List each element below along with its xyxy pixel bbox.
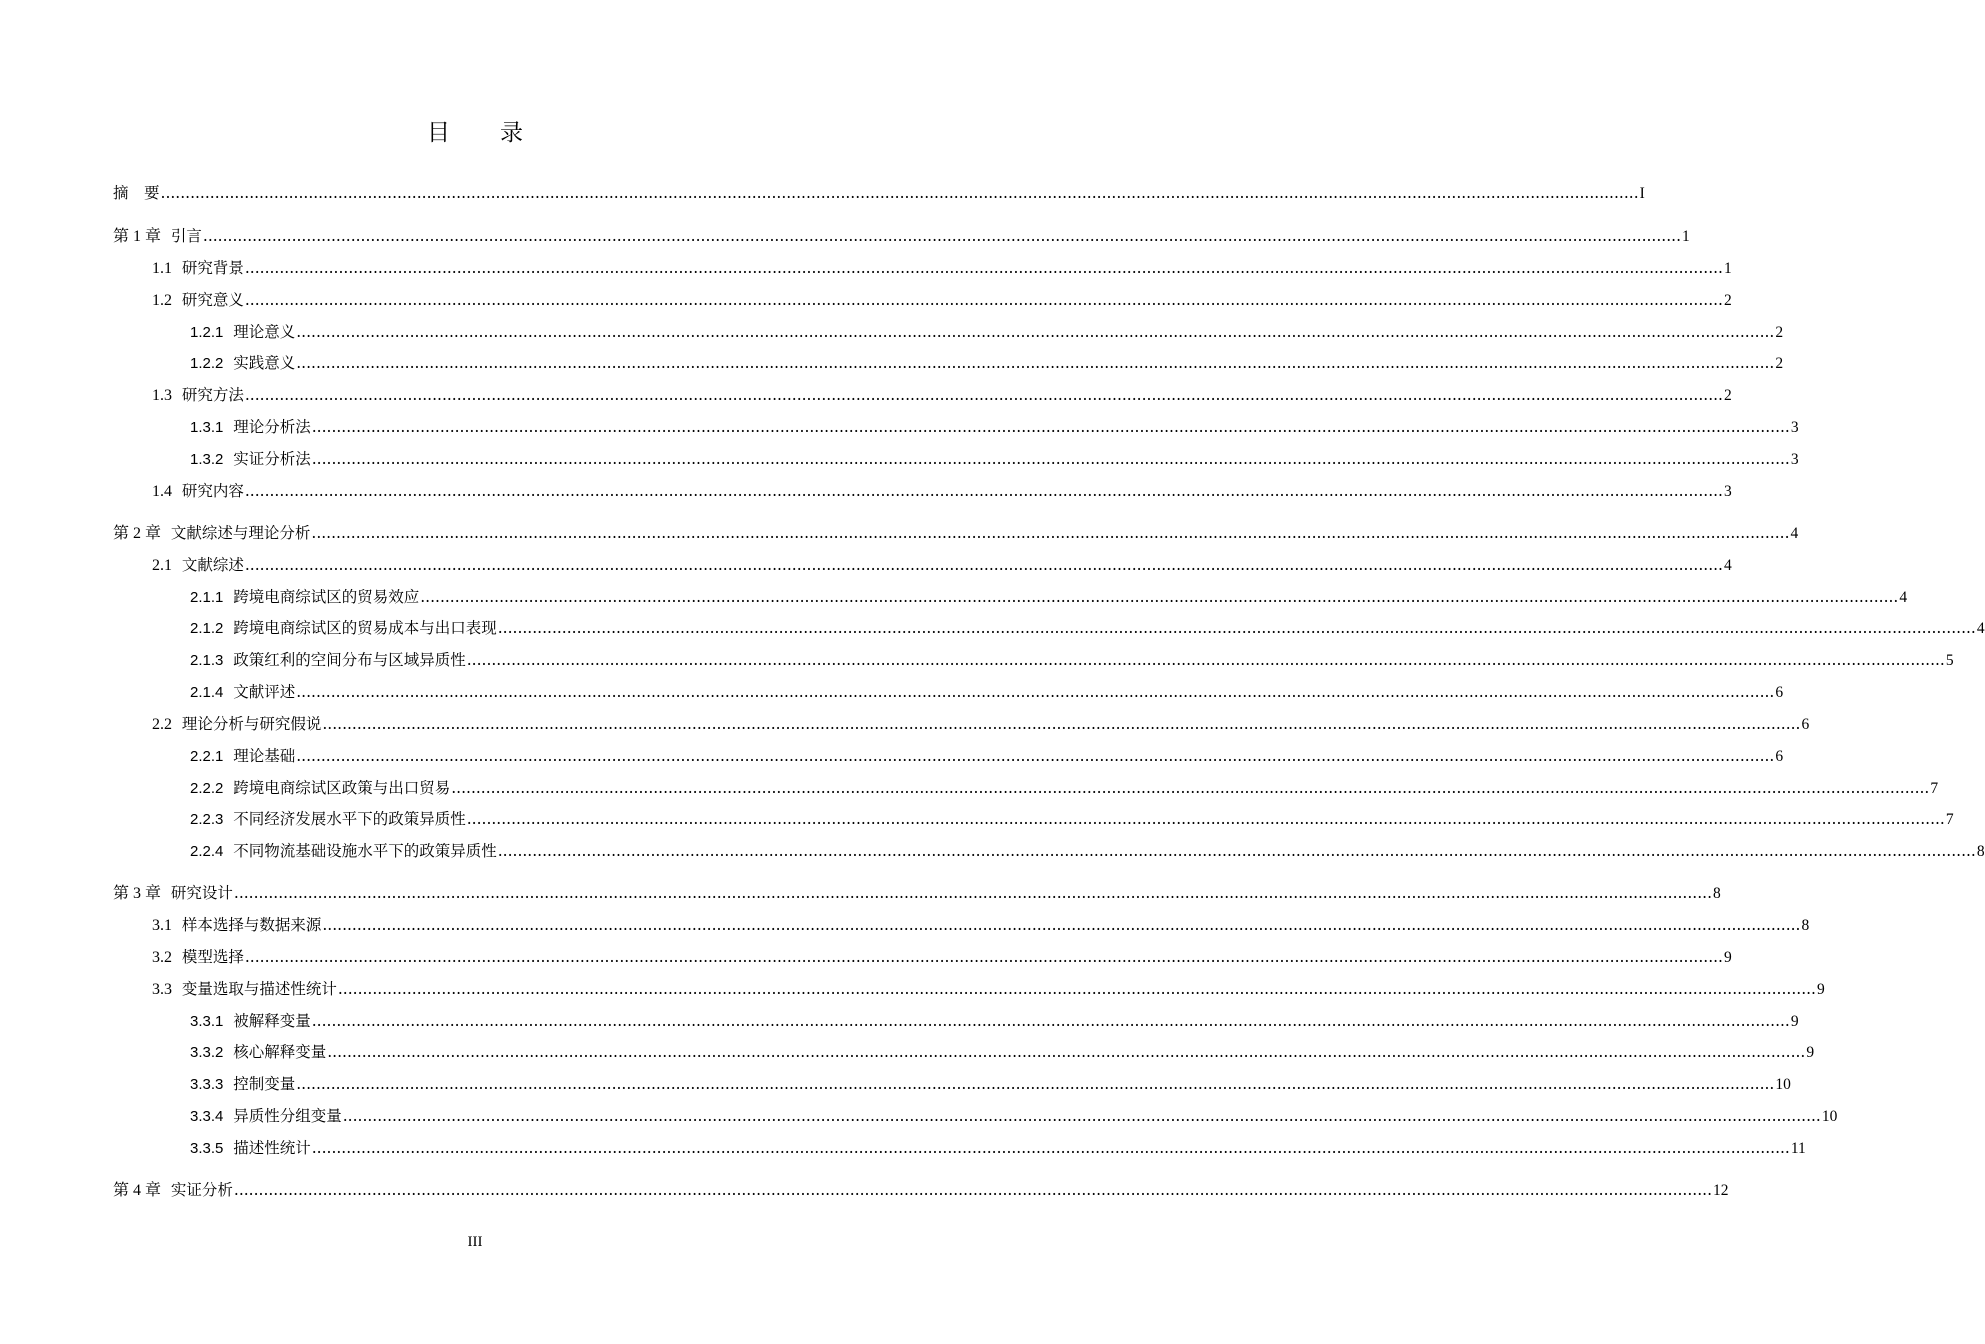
- toc-leader-dots: ............................................................................................................................................................................................................................................................................................................: [322, 715, 1801, 733]
- toc-entry[interactable]: [0, 225, 1690, 247]
- toc-entry-text: 控制变量: [233, 1075, 296, 1093]
- toc-entry-page: 3: [1790, 451, 1799, 468]
- toc-entry[interactable]: [0, 289, 1732, 311]
- toc-entry-page: 2: [1775, 324, 1784, 341]
- toc-entry[interactable]: [0, 1137, 1806, 1159]
- toc-entry-number: 2.2: [152, 716, 172, 733]
- toc-entry-label: [190, 1073, 295, 1096]
- toc-entry[interactable]: [0, 352, 1784, 374]
- toc-entry[interactable]: [0, 586, 1908, 608]
- toc-entry-number: 1.1: [152, 260, 172, 277]
- toc-leader-dots: ............................................................................................................................................................................................................................................................................................................: [296, 747, 1775, 765]
- toc-entry-number: 1.2.2: [190, 355, 224, 372]
- toc-entry-page: 3: [1790, 419, 1799, 436]
- toc-entry-number: 1.3: [152, 387, 172, 404]
- toc-entry[interactable]: [0, 681, 1784, 703]
- toc-entry-text: 实践意义: [233, 354, 296, 372]
- toc-leader-dots: ............................................................................................................................................................................................................................................................................................................: [296, 354, 1775, 372]
- toc-entry[interactable]: [0, 416, 1799, 438]
- toc-leader-dots: ............................................................................................................................................................................................................................................................................................................: [322, 916, 1801, 934]
- toc-title-char-2: 录: [500, 120, 523, 146]
- toc-leader-dots: ............................................................................................................................................................................................................................................................................................................: [296, 323, 1775, 341]
- toc-entry-text: 变量选取与描述性统计: [181, 980, 337, 998]
- toc-leader-dots: ............................................................................................................................................................................................................................................................................................................: [342, 1107, 1821, 1125]
- toc-leader-dots: ............................................................................................................................................................................................................................................................................................................: [337, 980, 1816, 998]
- toc-entry-page: 9: [1816, 981, 1825, 998]
- toc-entry-text: 引言: [170, 227, 202, 245]
- toc-entry-page: 4: [1899, 589, 1908, 606]
- toc-entry[interactable]: [0, 257, 1732, 279]
- toc-entry-label: [190, 617, 497, 640]
- toc-entry-page: 10: [1775, 1076, 1791, 1093]
- toc-entry[interactable]: [0, 1105, 1838, 1127]
- toc-entry-label: [190, 1041, 326, 1064]
- toc-entry[interactable]: [0, 448, 1799, 470]
- toc-entry-label: [190, 808, 466, 831]
- toc-entry-text: 核心解释变量: [233, 1043, 327, 1061]
- toc-entry-page: 5: [1945, 652, 1954, 669]
- toc-entry[interactable]: [0, 384, 1732, 406]
- toc-entry-text: 研究意义: [181, 291, 244, 309]
- toc-entry-number: 1.2: [152, 292, 172, 309]
- toc-entry-number: 3.3: [152, 981, 172, 998]
- toc-entry[interactable]: [0, 914, 1810, 936]
- toc-entry-label: [152, 946, 244, 969]
- toc-entry[interactable]: [0, 321, 1784, 343]
- toc-leader-dots: ............................................................................................................................................................................................................................................................................................................: [233, 884, 1712, 902]
- toc-entry-page: 9: [1790, 1013, 1799, 1030]
- toc-entry-number: 2.1.2: [190, 620, 224, 637]
- toc-entry-number: 2.2.1: [190, 748, 224, 765]
- toc-entry[interactable]: [0, 713, 1810, 735]
- toc-entry-number: 1.4: [152, 483, 172, 500]
- toc-entry-label: [190, 1010, 311, 1033]
- toc-entry-number: 3.2: [152, 949, 172, 966]
- toc-leader-dots: ............................................................................................................................................................................................................................................................................................................: [466, 810, 1945, 828]
- toc-leader-dots: ............................................................................................................................................................................................................................................................................................................: [327, 1043, 1806, 1061]
- toc-entry-page: 7: [1945, 811, 1954, 828]
- toc-entry-page: 9: [1806, 1044, 1815, 1061]
- toc-entry-number: 第 1 章: [113, 228, 162, 245]
- toc-entry-number: 1.3.2: [190, 451, 224, 468]
- toc-entry-label: [190, 416, 311, 439]
- toc-entry-label: [113, 882, 233, 905]
- toc-entry-number: 第 4 章: [113, 1182, 162, 1199]
- toc-entry-label: [152, 914, 321, 937]
- toc-entry-label: [190, 448, 311, 471]
- toc-leader-dots: ............................................................................................................................................................................................................................................................................................................: [244, 291, 1723, 309]
- toc-entry-number: 第 2 章: [113, 525, 162, 542]
- toc-entry-label: [152, 554, 244, 577]
- toc-entry-page: 4: [1723, 557, 1732, 574]
- toc-leader-dots: ............................................................................................................................................................................................................................................................................................................: [244, 259, 1723, 277]
- toc-entry-label: [190, 321, 295, 344]
- toc-entry-number: 第 3 章: [113, 885, 162, 902]
- toc-entry-label: [190, 777, 450, 800]
- toc-entry-page: 6: [1801, 716, 1810, 733]
- toc-title-char-1: 目: [427, 120, 450, 146]
- toc-entry[interactable]: [0, 1073, 1791, 1095]
- toc-entry-number: 2.1.4: [190, 684, 224, 701]
- toc-leader-dots: ............................................................................................................................................................................................................................................................................................................: [233, 1181, 1712, 1199]
- toc-entry[interactable]: [0, 1041, 1815, 1063]
- toc-entry-label: [190, 840, 497, 863]
- toc-entry-number: 3.1: [152, 917, 172, 934]
- toc-entry-text: 样本选择与数据来源: [181, 916, 322, 934]
- toc-entry[interactable]: [0, 1179, 1729, 1201]
- toc-entry-number: 2.2.3: [190, 811, 224, 828]
- toc-entry-text: 异质性分组变量: [233, 1107, 342, 1125]
- toc-entry-text: 研究方法: [181, 386, 244, 404]
- toc-entry-text: 描述性统计: [233, 1139, 311, 1157]
- toc-entry-text: 模型选择: [181, 948, 244, 966]
- toc-leader-dots: ............................................................................................................................................................................................................................................................................................................: [497, 842, 1976, 860]
- toc-entry[interactable]: [0, 946, 1732, 968]
- toc-entry-label: [152, 480, 244, 503]
- toc-leader-dots: ............................................................................................................................................................................................................................................................................................................: [244, 482, 1723, 500]
- toc-entry-text: 理论分析法: [233, 418, 311, 436]
- toc-entry-page: 8: [1801, 917, 1810, 934]
- toc-entry-text: 理论分析与研究假说: [181, 715, 322, 733]
- toc-entry[interactable]: [0, 808, 1954, 830]
- toc-entry-number: 3.3.5: [190, 1140, 224, 1157]
- toc-entry-page: 2: [1723, 292, 1732, 309]
- toc-entry-label: [113, 1179, 233, 1202]
- toc-entry-text: 文献评述: [233, 683, 296, 701]
- toc-entry-text: 跨境电商综试区政策与出口贸易: [233, 779, 451, 797]
- toc-leader-dots: ............................................................................................................................................................................................................................................................................................................: [296, 683, 1775, 701]
- toc-entry-text: 实证分析法: [233, 450, 311, 468]
- toc-entry-page: 9: [1723, 949, 1732, 966]
- toc-entry-text: 理论意义: [233, 323, 296, 341]
- toc-leader-dots: ............................................................................................................................................................................................................................................................................................................: [497, 619, 1976, 637]
- toc-entry-page: 11: [1790, 1140, 1806, 1157]
- toc-leader-dots: ............................................................................................................................................................................................................................................................................................................: [311, 524, 1790, 542]
- toc-leader-dots: ............................................................................................................................................................................................................................................................................................................: [160, 184, 1639, 202]
- toc-entry-text: 政策红利的空间分布与区域异质性: [233, 651, 466, 669]
- toc-leader-dots: ............................................................................................................................................................................................................................................................................................................: [244, 386, 1723, 404]
- toc-leader-dots: ............................................................................................................................................................................................................................................................................................................: [451, 779, 1930, 797]
- toc-leader-dots: ............................................................................................................................................................................................................................................................................................................: [311, 418, 1790, 436]
- toc-leader-dots: ............................................................................................................................................................................................................................................................................................................: [244, 948, 1723, 966]
- toc-entry-page: 1: [1682, 228, 1690, 245]
- toc-entry-text: 研究背景: [181, 259, 244, 277]
- toc-entry-page: 1: [1723, 260, 1732, 277]
- toc-entry-page: 3: [1723, 483, 1732, 500]
- toc-entry-text: 文献综述与理论分析: [170, 524, 311, 542]
- page-number: III: [467, 1234, 483, 1250]
- toc-entry-number: 2.2.4: [190, 843, 224, 860]
- toc-leader-dots: ............................................................................................................................................................................................................................................................................................................: [244, 556, 1723, 574]
- toc-entry[interactable]: [0, 522, 1799, 544]
- toc-leader-dots: ............................................................................................................................................................................................................................................................................................................: [202, 227, 1681, 245]
- toc-entry[interactable]: [0, 1010, 1799, 1032]
- toc-leader-dots: ............................................................................................................................................................................................................................................................................................................: [311, 1012, 1790, 1030]
- toc-entry-text: 跨境电商综试区的贸易效应: [233, 588, 420, 606]
- toc-entry-label: [190, 681, 295, 704]
- toc-entry[interactable]: [0, 554, 1732, 576]
- toc-entry[interactable]: [0, 745, 1784, 767]
- toc-entry-label: [152, 713, 321, 736]
- toc-entry-page: 8: [1713, 885, 1721, 902]
- toc-leader-dots: ............................................................................................................................................................................................................................................................................................................: [466, 651, 1945, 669]
- toc-entry-label: [190, 352, 295, 375]
- toc-entry[interactable]: [0, 777, 1939, 799]
- toc-entry-number: 2.1.3: [190, 652, 224, 669]
- toc-leader-dots: ............................................................................................................................................................................................................................................................................................................: [420, 588, 1899, 606]
- toc-entry-page: 2: [1723, 387, 1732, 404]
- toc-entry-label: [113, 225, 202, 248]
- toc-entry[interactable]: [0, 480, 1732, 502]
- toc-entry-page: 7: [1930, 780, 1939, 797]
- toc-entry-number: 3.3.1: [190, 1013, 224, 1030]
- toc-entry-label: [152, 978, 337, 1001]
- toc-entry-label: [152, 289, 244, 312]
- toc-entry-page: 6: [1775, 748, 1784, 765]
- toc-entry-label: [190, 586, 419, 609]
- toc-entry-number: 2.1: [152, 557, 172, 574]
- toc-entry-number: 3.3.2: [190, 1044, 224, 1061]
- toc-entry-text: 摘 要: [113, 184, 160, 202]
- toc-entry-number: 1.2.1: [190, 324, 224, 341]
- toc-entry-page: 4: [1790, 525, 1799, 542]
- toc-entry-label: [152, 384, 244, 407]
- toc-entry-page: 6: [1775, 684, 1784, 701]
- toc-entry-label: [190, 745, 295, 768]
- toc-entry-label: [152, 257, 244, 280]
- toc-entry[interactable]: [0, 840, 1985, 862]
- toc-entry-text: 实证分析: [170, 1181, 233, 1199]
- toc-entry-page: 2: [1775, 355, 1784, 372]
- toc-entry-label: [113, 182, 160, 204]
- toc-entry-label: [190, 1137, 311, 1160]
- toc-entry-label: [113, 522, 310, 545]
- toc-entry-text: 跨境电商综试区的贸易成本与出口表现: [233, 619, 497, 637]
- toc-entry-text: 不同物流基础设施水平下的政策异质性: [233, 842, 497, 860]
- toc-entry-number: 3.3.3: [190, 1076, 224, 1093]
- toc-entry-page: 4: [1976, 620, 1985, 637]
- toc-entry-text: 文献综述: [181, 556, 244, 574]
- toc-entry-text: 研究设计: [170, 884, 233, 902]
- toc-entry[interactable]: [0, 882, 1721, 904]
- toc-entry[interactable]: [0, 182, 1645, 204]
- toc-entry-number: 1.3.1: [190, 419, 224, 436]
- toc-entry-number: 3.3.4: [190, 1108, 224, 1125]
- toc-entry-page: 8: [1976, 843, 1985, 860]
- toc-entry-text: 理论基础: [233, 747, 296, 765]
- toc-entry-label: [190, 1105, 342, 1128]
- toc-entry-page: 10: [1821, 1108, 1838, 1125]
- toc-entry-text: 研究内容: [181, 482, 244, 500]
- toc-leader-dots: ............................................................................................................................................................................................................................................................................................................: [311, 450, 1790, 468]
- toc-entry-number: 2.1.1: [190, 589, 224, 606]
- toc-entry[interactable]: [0, 617, 1985, 639]
- toc-entry[interactable]: [0, 978, 1825, 1000]
- toc-entry-page: I: [1639, 185, 1645, 202]
- toc-entry[interactable]: [0, 649, 1954, 671]
- toc-entry-page: 12: [1713, 1182, 1729, 1199]
- toc-leader-dots: ............................................................................................................................................................................................................................................................................................................: [311, 1139, 1790, 1157]
- toc-entry-number: 2.2.2: [190, 780, 224, 797]
- toc-entry-text: 不同经济发展水平下的政策异质性: [233, 810, 466, 828]
- toc-entry-text: 被解释变量: [233, 1012, 311, 1030]
- toc-leader-dots: ............................................................................................................................................................................................................................................................................................................: [296, 1075, 1775, 1093]
- toc-entry-label: [190, 649, 466, 672]
